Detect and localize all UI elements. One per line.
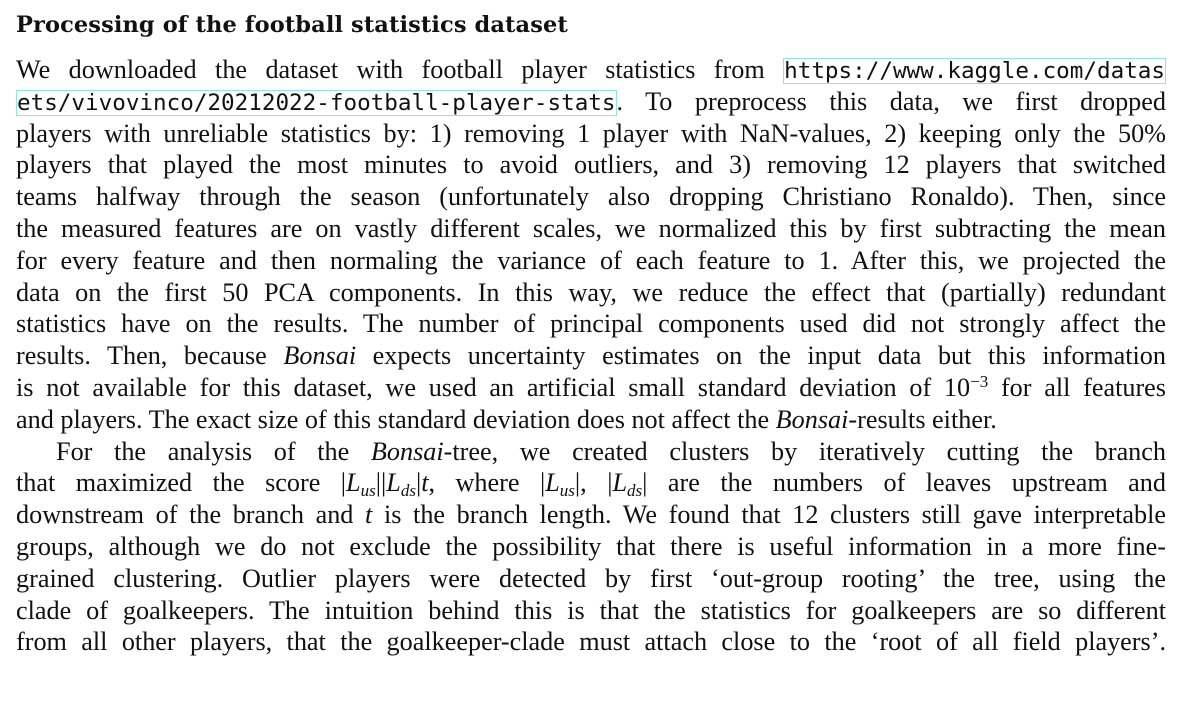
text-span: results. Then, because	[16, 341, 284, 371]
text-line	[16, 467, 1166, 499]
section-heading: Processing of the football statistics dataset	[16, 12, 568, 38]
text-line	[16, 436, 1166, 468]
math-symbol: L	[612, 468, 628, 498]
math-symbol: |	[415, 468, 422, 498]
text-line: grained clustering. Outlier players were detected by first ‘out-group rooting’ the tree, using the	[16, 563, 1166, 593]
text-span: . To preprocess this data, we first dropped	[616, 86, 1166, 116]
text-span: -results either.	[848, 404, 997, 434]
text-line: data on the first 50 PCA components. In this way, we reduce the effect that (partially) redundant	[16, 277, 1166, 307]
text-span: -tree, we created clusters by iteratively cutting the branch	[443, 436, 1166, 466]
text-line	[16, 54, 1166, 86]
bonsai-italic: Bonsai	[283, 341, 357, 371]
text-span: For the analysis of the	[56, 436, 371, 466]
text-span: expects uncertainty estimates on the input data but this information	[356, 341, 1166, 371]
text-line: from all other players, that the goalkeeper-clade must attach close to the ‘root of all field players’.	[16, 627, 1166, 657]
math-subscript: ds	[627, 481, 643, 500]
math-symbol: |, |	[574, 468, 613, 498]
text-line: teams halfway through the season (unfortunately also dropping Christiano Ronaldo). Then, since	[16, 182, 1166, 212]
paper-page	[16, 10, 1166, 658]
text-line: for every feature and then normaling the variance of each feature to 1. After this, we projected the	[16, 245, 1166, 275]
text-span: that maximized the score |	[16, 468, 347, 498]
math-subscript: ds	[400, 481, 416, 500]
text-span: downstream of the branch and	[16, 500, 366, 530]
text-span: for all features	[988, 372, 1166, 402]
math-symbol: L	[545, 468, 560, 498]
text-line	[16, 86, 1166, 118]
exponent: −3	[970, 371, 989, 391]
math-symbol: ||	[375, 468, 387, 498]
text-line: players with unreliable statistics by: 1) removing 1 player with NaN-values, 2) keeping only the 50%	[16, 118, 1166, 148]
text-line: groups, although we do not exclude the possibility that there is useful information in a more fine-	[16, 531, 1166, 561]
math-symbol: L	[386, 468, 401, 498]
text-span: , where |	[428, 468, 546, 498]
bonsai-italic: Bonsai	[775, 404, 849, 434]
text-line	[16, 499, 1166, 531]
text-span: is not available for this dataset, we used an artificial small standard deviation of 10	[16, 372, 971, 402]
text-line: the measured features are on vastly different scales, we normalized this by first subtracting the mean	[16, 213, 1166, 243]
bonsai-italic: Bonsai	[370, 436, 444, 466]
paragraph-preprocessing	[16, 54, 1166, 436]
math-symbol: t	[421, 468, 429, 498]
text-line: clade of goalkeepers. The intuition behind this is that the statistics for goalkeepers are so different	[16, 595, 1166, 625]
math-subscript: us	[559, 481, 575, 500]
text-span: We downloaded the dataset with football player statistics from	[16, 55, 784, 84]
text-span: | are the numbers of leaves upstream and	[642, 468, 1166, 498]
math-symbol: t	[365, 500, 373, 530]
math-subscript: us	[360, 481, 376, 500]
text-line: statistics have on the results. The number of principal components used did not strongly affect the	[16, 309, 1166, 339]
paragraph-analysis	[16, 436, 1166, 659]
text-line	[16, 340, 1166, 372]
dataset-url-link[interactable]: https://www.kaggle.com/datas	[784, 58, 1165, 84]
math-symbol: L	[346, 468, 361, 498]
text-span: is the branch length. We found that 12 clusters still gave interpretable	[372, 500, 1166, 530]
text-span: and players. The exact size of this standard deviation does not affect the	[16, 404, 776, 434]
text-line	[16, 404, 1166, 436]
text-line	[16, 372, 1166, 404]
text-line: players that played the most minutes to avoid outliers, and 3) removing 12 players that switched	[16, 150, 1166, 180]
dataset-url-link-continued[interactable]: ets/vivovinco/20212022-football-player-stats	[17, 89, 616, 116]
